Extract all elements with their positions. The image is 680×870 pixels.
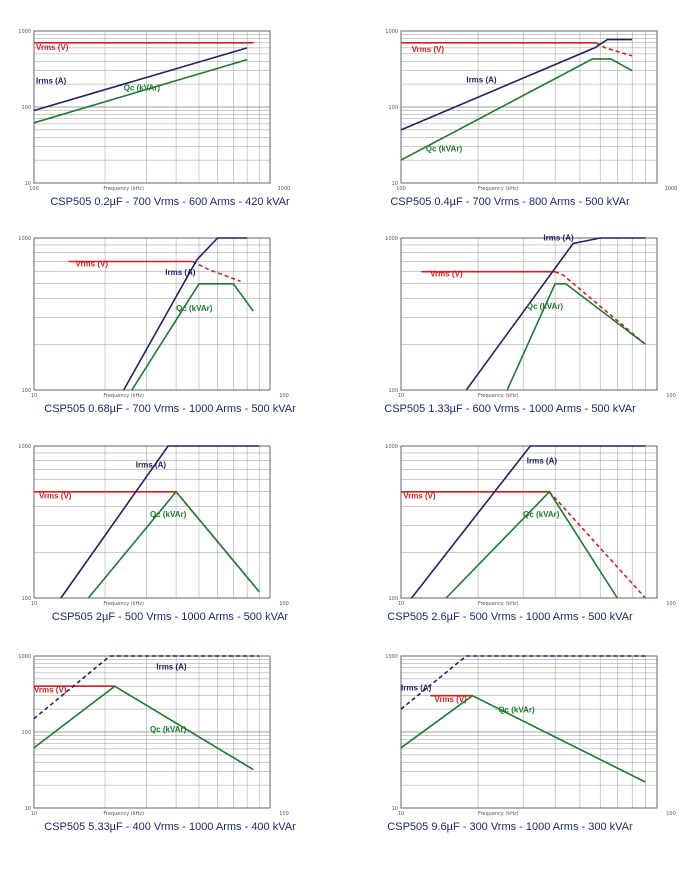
chart-caption: CSP505 0.68µF - 700 Vrms - 1000 Arms - 500 kVAr: [44, 403, 296, 415]
irms-series-label: Irms (A): [401, 683, 432, 693]
qc-series-label: Qc (kVAr): [425, 144, 463, 154]
irms-series-label: Irms (A): [543, 233, 574, 243]
y-tick-label: 1000: [18, 444, 31, 450]
qc-series-label: Qc (kVAr): [149, 725, 187, 734]
vrms-series-label: Vrms (V): [39, 491, 72, 501]
vrms-series-label: Vrms (V): [430, 269, 463, 279]
vrms-series-label: Vrms (V): [75, 259, 109, 269]
y-tick-label: 1000: [385, 29, 398, 35]
irms-series-line: [34, 656, 110, 719]
x-axis-label: Frequency (kHz): [103, 811, 144, 817]
y-tick-label: 10: [391, 181, 398, 187]
x-axis-label: Frequency (kHz): [477, 393, 519, 399]
x-axis-label: Frequency (kHz): [103, 393, 144, 399]
y-tick-label: 100: [388, 388, 398, 394]
y-tick-label: 100: [21, 388, 31, 394]
y-tick-label: 100: [21, 730, 31, 736]
y-tick-label: 1000: [385, 654, 398, 660]
plot-frame: [34, 238, 270, 390]
qc-series-label: Qc (kVAr): [149, 510, 187, 520]
vrms-series-line: [176, 492, 259, 592]
x-tick-label: 100: [279, 393, 289, 399]
x-tick-label: 100: [666, 393, 676, 399]
grid: [401, 31, 657, 183]
x-axis-label: Frequency (kHz): [477, 186, 519, 192]
irms-series-label: Irms (A): [135, 460, 167, 470]
plot-frame: [401, 238, 657, 390]
qc-series-label: Qc (kVAr): [498, 705, 535, 715]
vrms-series-label: Vrms (V): [34, 685, 67, 695]
y-tick-label: 100: [21, 596, 31, 602]
chart-caption: CSP505 1.33µF - 600 Vrms - 1000 Arms - 500 kVAr: [384, 403, 636, 415]
x-tick-label: 10: [30, 393, 38, 399]
qc-series-label: Qc (kVAr): [176, 304, 213, 314]
x-tick-label: 1000: [277, 186, 291, 192]
vrms-series-label: Vrms (V): [403, 491, 436, 501]
irms-series-label: Irms (A): [526, 456, 558, 466]
x-axis-label: Frequency (kHz): [103, 186, 144, 192]
plot-frame: [401, 31, 657, 183]
qc-series-line: [446, 492, 617, 598]
x-tick-label: 100: [666, 811, 676, 817]
y-tick-label: 100: [388, 596, 398, 602]
y-tick-label: 10: [24, 806, 31, 812]
irms-series-line: [34, 48, 247, 111]
plot-frame: [34, 446, 270, 598]
chart-caption: CSP505 2.6µF - 500 Vrms - 1000 Arms - 500 kVAr: [387, 611, 633, 623]
vrms-series-line: [549, 492, 645, 598]
y-tick-label: 1000: [385, 236, 398, 242]
chart-caption: CSP505 9.6µF - 300 Vrms - 1000 Arms - 300 kVAr: [387, 821, 633, 833]
x-tick-label: 10: [30, 601, 38, 607]
x-axis-label: Frequency (kHz): [477, 811, 519, 817]
vrms-series-line: [193, 262, 241, 282]
qc-series-line: [88, 492, 259, 598]
x-tick-label: 10: [30, 811, 38, 817]
y-tick-label: 10: [391, 806, 398, 812]
irms-series-line: [124, 238, 247, 390]
qc-series-line: [34, 60, 247, 123]
y-tick-label: 1000: [385, 444, 398, 450]
qc-series-label: Qc (kVAr): [523, 510, 560, 520]
plot-frame: [34, 656, 270, 808]
chart-caption: CSP505 2µF - 500 Vrms - 1000 Arms - 500 kVAr: [51, 611, 289, 623]
irms-series-line: [61, 446, 259, 598]
vrms-series-line: [555, 272, 645, 345]
qc-series-line: [507, 284, 645, 390]
vrms-series-label: Vrms (V): [434, 694, 467, 704]
plot-frame: [401, 446, 657, 598]
grid: [401, 656, 657, 808]
grid: [401, 238, 657, 390]
irms-series-line: [401, 656, 466, 709]
vrms-series-label: Vrms (V): [36, 43, 69, 53]
irms-series-line: [401, 40, 632, 130]
y-tick-label: 10: [24, 181, 31, 187]
grid: [34, 656, 270, 808]
qc-series-label: Qc (kVAr): [123, 83, 161, 93]
x-tick-label: 100: [29, 186, 39, 192]
y-tick-label: 1000: [18, 654, 31, 660]
irms-series-line: [412, 446, 646, 598]
grid: [34, 238, 270, 390]
x-axis-label: Frequency (kHz): [477, 601, 519, 607]
x-tick-label: 100: [396, 186, 406, 192]
x-tick-label: 10: [397, 601, 405, 607]
qc-series-label: Qc (kVAr): [526, 302, 564, 312]
x-tick-label: 10: [397, 393, 405, 399]
x-tick-label: 10: [397, 811, 405, 817]
irms-series-label: Irms (A): [156, 662, 187, 672]
x-tick-label: 1000: [664, 186, 678, 192]
y-tick-label: 1000: [18, 236, 31, 242]
y-tick-label: 100: [388, 105, 398, 111]
grid: [401, 446, 657, 598]
x-tick-label: 100: [279, 811, 289, 817]
chart-caption: CSP505 0.2µF - 700 Vrms - 600 Arms - 420 kVAr: [50, 196, 290, 208]
qc-series-line: [401, 696, 645, 782]
chart-caption: CSP505 0.4µF - 700 Vrms - 800 Arms - 500 kVAr: [390, 196, 630, 208]
y-tick-label: 100: [21, 105, 31, 111]
x-axis-label: Frequency (kHz): [103, 601, 144, 607]
y-tick-label: 1000: [18, 29, 31, 35]
irms-series-label: Irms (A): [36, 76, 67, 86]
x-tick-label: 100: [666, 601, 676, 607]
vrms-series-line: [596, 43, 632, 56]
irms-series-label: Irms (A): [165, 268, 196, 278]
grid: [34, 446, 270, 598]
plot-frame: [401, 656, 657, 808]
qc-series-line: [34, 686, 253, 769]
irms-series-line: [466, 238, 645, 390]
x-tick-label: 100: [279, 601, 289, 607]
plot-frame: [34, 31, 270, 183]
qc-series-line: [132, 284, 253, 390]
chart-caption: CSP505 5.33µF - 400 Vrms - 1000 Arms - 400 kVAr: [44, 821, 296, 833]
qc-series-line: [401, 59, 632, 160]
grid: [34, 31, 270, 183]
vrms-series-label: Vrms (V): [411, 44, 445, 54]
irms-series-label: Irms (A): [466, 75, 497, 85]
